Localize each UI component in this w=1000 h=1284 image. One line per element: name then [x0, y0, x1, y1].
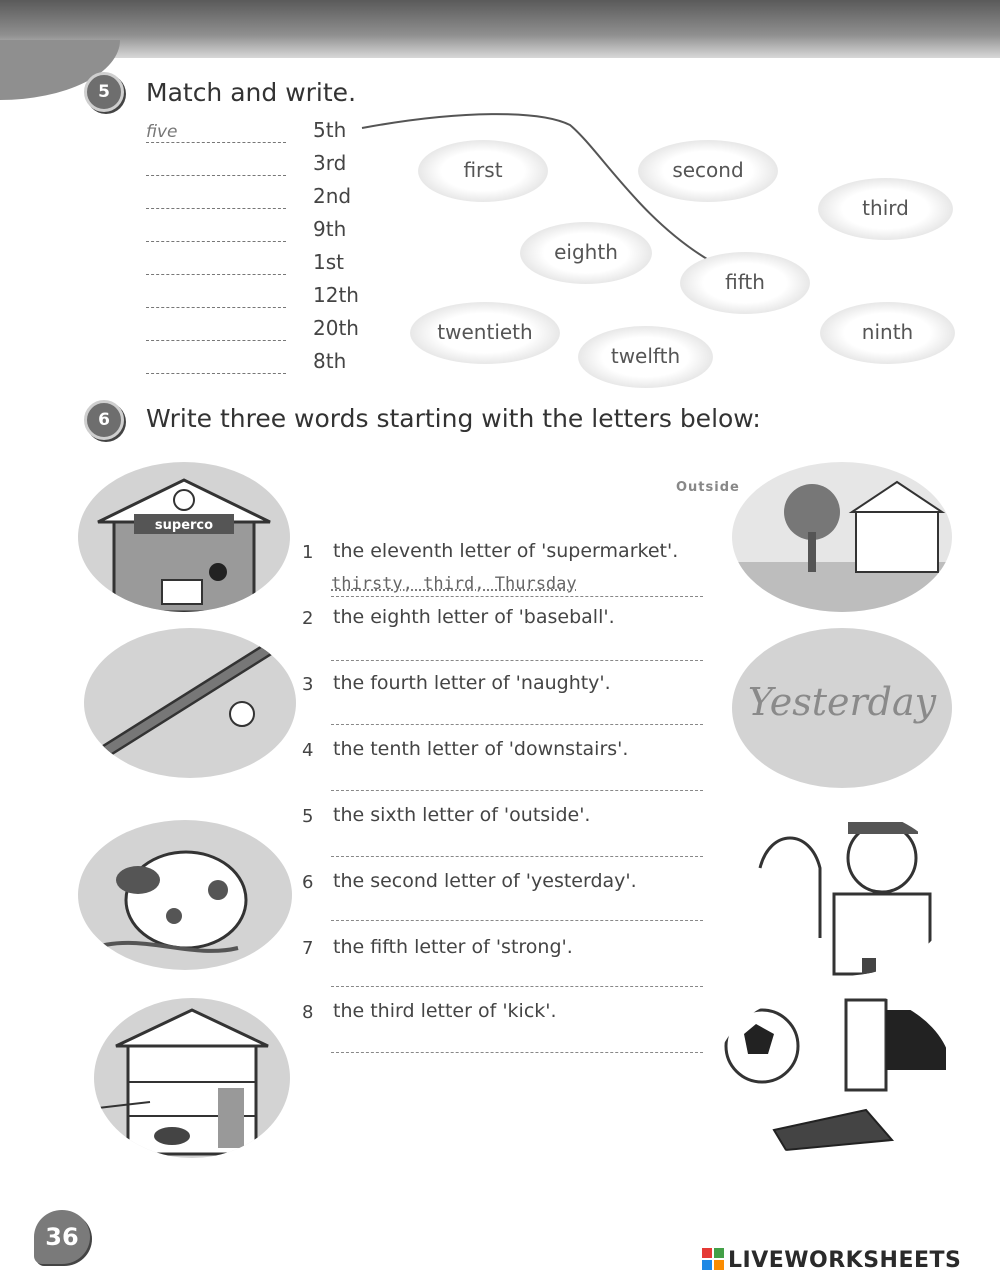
brand-text: LIVEWORKSHEETS: [728, 1248, 962, 1273]
ordinal: 9th: [313, 217, 347, 241]
baseball-illustration: [84, 628, 296, 778]
ordinal: 5th: [313, 118, 347, 142]
word-cloud-eighth[interactable]: eighth: [520, 222, 652, 284]
store-sign-text: superco: [154, 518, 214, 533]
question-number: 8: [302, 1002, 314, 1023]
question-number: 4: [302, 740, 314, 761]
question-text: the tenth letter of 'downstairs'.: [333, 738, 629, 760]
answer-line-5[interactable]: [331, 834, 703, 857]
section-6-number: 6: [84, 400, 124, 440]
question-number: 3: [302, 674, 314, 695]
answer-line-7[interactable]: [331, 964, 703, 987]
question-text: the eighth letter of 'baseball'.: [333, 606, 615, 628]
question-text: the eleventh letter of 'supermarket'.: [333, 540, 679, 562]
supermarket-illustration: [78, 462, 290, 612]
answer-blank-1[interactable]: five: [146, 122, 286, 143]
word-cloud-third[interactable]: third: [818, 178, 953, 240]
answer-line-8[interactable]: [331, 1030, 703, 1053]
answer-line-3[interactable]: [331, 702, 703, 725]
question-number: 2: [302, 608, 314, 629]
question-text: the fifth letter of 'strong'.: [333, 936, 573, 958]
house-illustration: [94, 998, 290, 1158]
word-cloud-first[interactable]: first: [418, 140, 548, 202]
dog-illustration: [78, 820, 292, 970]
yesterday-illustration: [732, 628, 952, 788]
strongman-illustration: [730, 808, 952, 976]
brand-logo: [702, 1248, 961, 1273]
word-cloud-ninth[interactable]: ninth: [820, 302, 955, 364]
answer-line-1[interactable]: thirsty, third, Thursday: [331, 574, 703, 597]
answer-line-4[interactable]: [331, 768, 703, 791]
section-6-title: Write three words starting with the letters below:: [146, 404, 761, 433]
question-text: the fourth letter of 'naughty'.: [333, 672, 611, 694]
section-5-title: Match and write.: [146, 78, 357, 107]
answer-line-2[interactable]: [331, 638, 703, 661]
question-number: 1: [302, 542, 314, 563]
ordinal: 8th: [313, 349, 347, 373]
ordinal: 12th: [313, 283, 359, 307]
answer-line-6[interactable]: [331, 898, 703, 921]
ordinal: 1st: [313, 250, 344, 274]
brand-icon: [702, 1248, 724, 1270]
question-number: 5: [302, 806, 314, 827]
ordinal: 20th: [313, 316, 359, 340]
question-text: the second letter of 'yesterday'.: [333, 870, 637, 892]
question-number: 6: [302, 872, 314, 893]
word-cloud-second[interactable]: second: [638, 140, 778, 202]
question-text: the sixth letter of 'outside'.: [333, 804, 591, 826]
kick-illustration: [716, 990, 952, 1158]
outside-illustration: [732, 462, 952, 612]
outside-label: Outside: [676, 480, 740, 495]
word-cloud-fifth[interactable]: fifth: [680, 252, 810, 314]
yesterday-text: Yesterday: [747, 680, 937, 724]
page-number: 36: [34, 1210, 90, 1264]
ordinal: 3rd: [313, 151, 347, 175]
ordinal: 2nd: [313, 184, 352, 208]
section-5-number: 5: [84, 72, 124, 112]
word-cloud-twentieth[interactable]: twentieth: [410, 302, 560, 364]
question-number: 7: [302, 938, 314, 959]
word-cloud-twelfth[interactable]: twelfth: [578, 326, 713, 388]
question-text: the third letter of 'kick'.: [333, 1000, 557, 1022]
